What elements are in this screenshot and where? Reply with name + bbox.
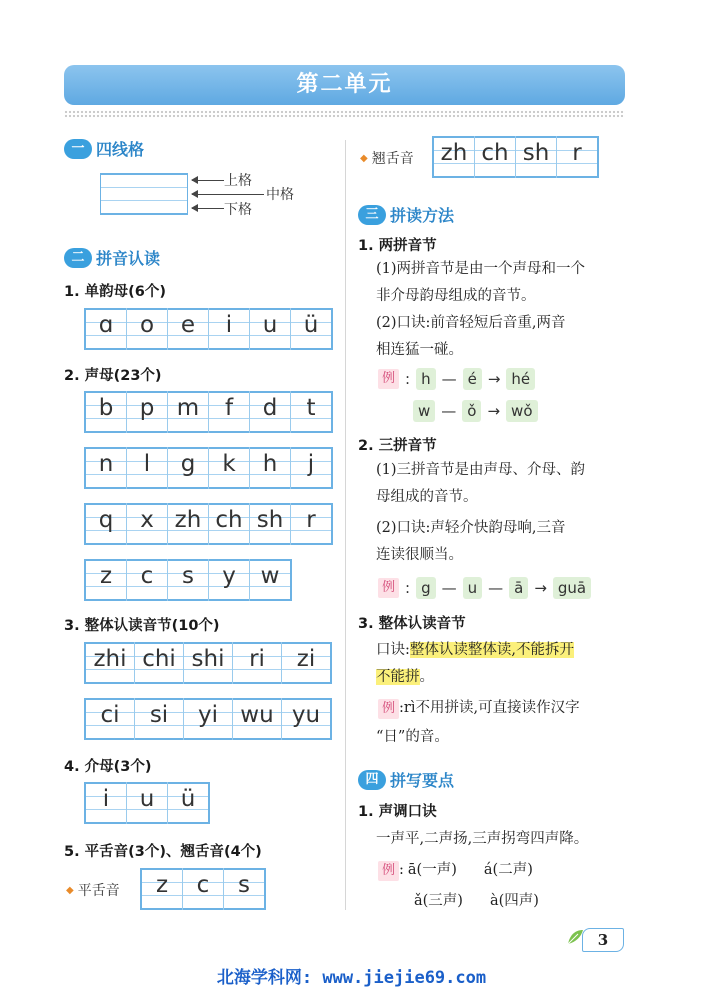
pinyin-cell: ch [215,507,243,533]
topic-three-part-syllables: 2. 三拼音节 [358,438,437,454]
arrow-left-icon [192,208,224,209]
section-title: 拼音认读 [96,249,161,268]
footer-watermark: 北海学科网: www.jiejie69.com [216,968,487,988]
pinyin-cell: y [222,563,236,589]
pinyin-cell: ci [100,702,120,728]
pinyin-cell: m [176,395,200,421]
example-tag: 例 [378,699,399,719]
pinyin-cell: ch [481,140,509,166]
section-pinyin [64,246,160,269]
pinyin-cell: chi [142,646,176,672]
pinyin-cell: ü [180,786,196,812]
grid-whole-syllables-row1 [84,642,332,684]
text-line: 口诀:整体认读整体读,不能拆开 [376,642,574,658]
pinyin-cell: p [139,395,155,421]
page-number: 3 [582,928,624,952]
label-middle: 中格 [266,187,294,203]
pinyin-cell: s [238,872,250,898]
pinyin-cell: wu [240,702,274,728]
pinyin-cell: j [307,451,315,477]
section-spelling-points [358,768,454,791]
grid-single-finals [84,308,333,350]
example-tag: 例 [378,369,399,389]
topic-whole-syllables-rule: 3. 整体认读音节 [358,616,466,632]
text-line: 母组成的音节。 [376,489,478,505]
dotted-divider [64,110,625,118]
pinyin-cell: shi [191,646,225,672]
grid-initials-row3 [84,503,333,545]
pinyin-cell: x [140,507,154,533]
tone-example-row: ǎ(三声) à(四声) [414,893,539,909]
unit-title: 第二单元 [64,65,625,105]
topic-initials: 2. 声母(23个) [64,368,162,384]
label-lower: 下格 [224,202,252,218]
pinyin-cell: zi [296,646,316,672]
text-line: 非介母韵母组成的音节。 [376,288,536,304]
pinyin-cell: zhi [93,646,127,672]
pinyin-cell: e [180,312,196,338]
pinyin-cell: k [222,451,236,477]
pinyin-cell: u [262,312,278,338]
pinyin-cell: c [196,872,210,898]
pinyin-cell: c [140,563,154,589]
pinyin-cell: r [306,507,316,533]
pinyin-cell: l [143,451,151,477]
pinyin-cell: zh [174,507,202,533]
topic-medials: 4. 介母(3个) [64,759,152,775]
arrow-right-icon: → [487,402,501,420]
retroflex-label: ◆ 翘舌音 [360,151,414,167]
pinyin-cell: si [149,702,169,728]
pinyin-cell: w [260,563,280,589]
pinyin-cell: g [180,451,196,477]
example-tag: 例 [378,578,399,598]
topic-single-finals: 1. 单韵母(6个) [64,284,166,300]
example-row: w — ǒ → wǒ [413,400,538,422]
pinyin-cell: u [139,786,155,812]
pinyin-cell: n [98,451,114,477]
section-badge: 三 [358,205,386,225]
tone-example-row: 例 : ā(一声) á(二声) [378,857,533,884]
pinyin-cell: ɑ [98,312,114,338]
text-line: 例 :rì不用拼读,可直接读作汉字 [378,695,580,722]
text-line: 相连猛一碰。 [376,342,463,358]
pinyin-cell: b [98,395,114,421]
topic-two-part-syllables: 1. 两拼音节 [358,238,437,254]
text-line: (1)三拼音节是由声母、介母、韵 [376,462,586,478]
text-line: (2)口诀:前音轻短后音重,两音 [376,315,566,331]
pinyin-cell: f [224,395,234,421]
section-badge: 四 [358,770,386,790]
pinyin-cell: yu [291,702,321,728]
four-line-diagram [100,173,310,219]
section-title: 拼读方法 [390,206,455,225]
example-row: 例 : h — é → hé [378,368,535,390]
pinyin-cell: o [139,312,155,338]
arrow-right-icon: → [534,579,547,597]
grid-initials-row1 [84,391,333,433]
pinyin-cell: h [262,451,278,477]
text-line: “日”的音。 [376,729,449,745]
pinyin-cell: t [306,395,316,421]
highlighted-text: 不能拼 [376,669,420,685]
highlighted-text: 整体认读整体读,不能拆开 [409,642,574,658]
pinyin-cell: ü [303,312,319,338]
topic-tone-rhyme: 1. 声调口诀 [358,804,437,820]
pinyin-cell: ri [249,646,265,672]
section-title: 拼写要点 [390,771,455,790]
column-divider [345,140,346,910]
diagram-grid [100,173,188,215]
section-badge: 一 [64,139,92,159]
grid-initials-row2 [84,447,333,489]
example-row: 例 : g — u — ā → guā [378,577,591,599]
pinyin-cell: q [98,507,114,533]
pinyin-cell: sh [256,507,284,533]
text-line: 不能拼。 [376,669,434,685]
section-four-line-grid [64,137,144,160]
arrow-left-icon [192,194,264,195]
section-title: 四线格 [96,140,145,159]
arrow-left-icon [192,180,224,181]
flat-tongue-label: ◆ 平舌音 [66,883,120,899]
pinyin-cell: zh [440,140,468,166]
section-badge: 二 [64,248,92,268]
pinyin-cell: z [99,563,113,589]
pinyin-cell: s [182,563,194,589]
grid-initials-row4 [84,559,292,601]
text-line: (2)口诀:声轻介快韵母响,三音 [376,520,566,536]
text-line: 连读很顺当。 [376,547,463,563]
pinyin-cell: r [572,140,582,166]
diamond-bullet-icon: ◆ [66,884,74,896]
grid-retroflex [432,136,599,178]
section-spelling-methods [358,203,454,226]
diamond-bullet-icon: ◆ [360,152,368,164]
pinyin-cell: yi [197,702,218,728]
label-upper: 上格 [224,173,252,189]
text-line: (1)两拼音节是由一个声母和一个 [376,261,586,277]
pinyin-cell: d [262,395,278,421]
grid-medials [84,782,210,824]
pinyin-cell: sh [522,140,550,166]
topic-whole-syllables: 3. 整体认读音节(10个) [64,618,220,634]
pinyin-cell: z [155,872,169,898]
example-tag: 例 [378,861,399,881]
pinyin-cell: i [225,312,233,338]
grid-flat-tongue [140,868,266,910]
topic-flat-retroflex: 5. 平舌音(3个)、翘舌音(4个) [64,844,262,860]
text-line: 一声平,二声扬,三声拐弯四声降。 [376,831,589,847]
arrow-right-icon: → [487,370,501,388]
pinyin-cell: i [102,786,110,812]
grid-whole-syllables-row2 [84,698,332,740]
